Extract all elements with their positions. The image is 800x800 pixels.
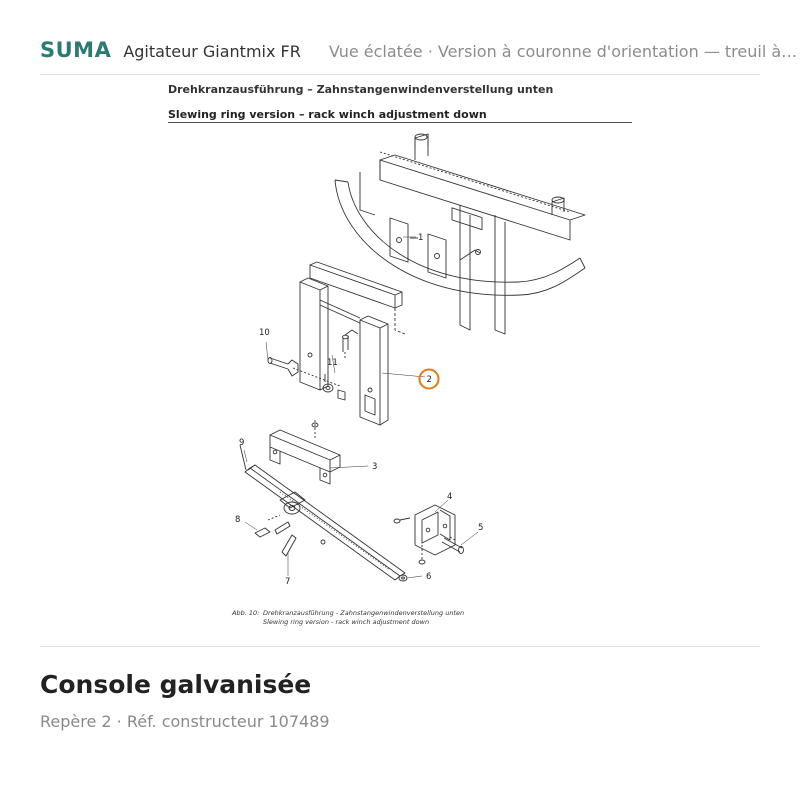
rack-winch	[255, 492, 325, 556]
figure-caption-en: Slewing ring version - rack winch adjustment down	[263, 618, 430, 626]
app-header	[40, 38, 798, 75]
callout-9[interactable]: 9	[239, 438, 245, 448]
rack-bar	[240, 445, 405, 580]
callout-4[interactable]: 4	[447, 492, 453, 502]
callout-3[interactable]: 3	[372, 462, 378, 472]
part-title: Console galvanisée	[40, 670, 312, 699]
exploded-view-figure	[160, 83, 640, 635]
galvanized-console	[300, 262, 405, 425]
figure-caption-de: Drehkranzausführung - Zahnstangenwindenverstellung unten	[263, 609, 465, 617]
winch-bracket	[270, 420, 340, 484]
callout-5[interactable]: 5	[478, 523, 484, 533]
washer	[399, 575, 407, 581]
product-name[interactable]: Agitateur Giantmix FR	[123, 42, 301, 61]
exploded-drawing	[160, 83, 640, 635]
callout-11[interactable]: 11	[327, 358, 338, 368]
callout-6[interactable]: 6	[426, 572, 432, 582]
figure-caption-label: Abb. 10:	[232, 609, 260, 617]
section-divider	[40, 646, 760, 647]
callout-10[interactable]: 10	[259, 328, 270, 338]
callout-2[interactable]: 2	[426, 375, 432, 385]
callout-7[interactable]: 7	[285, 577, 291, 587]
clamp-bolt	[442, 537, 464, 554]
brand-logo[interactable]: SUMA	[40, 38, 112, 62]
slewing-ring-frame	[335, 134, 585, 334]
clamp-plate	[394, 505, 455, 564]
figure-heading-en: Slewing ring version – rack winch adjustment down	[168, 108, 487, 121]
figure-heading-de: Drehkranzausführung – Zahnstangenwindenverstellung unten	[168, 83, 554, 96]
breadcrumb[interactable]: Vue éclatée · Version à couronne d'orientation — treuil à…	[328, 42, 798, 61]
console-bolts	[268, 330, 358, 400]
callout-8[interactable]: 8	[235, 515, 241, 525]
part-reference: Repère 2 · Réf. constructeur 107489	[40, 712, 330, 731]
callout-1[interactable]: 1	[418, 233, 424, 243]
